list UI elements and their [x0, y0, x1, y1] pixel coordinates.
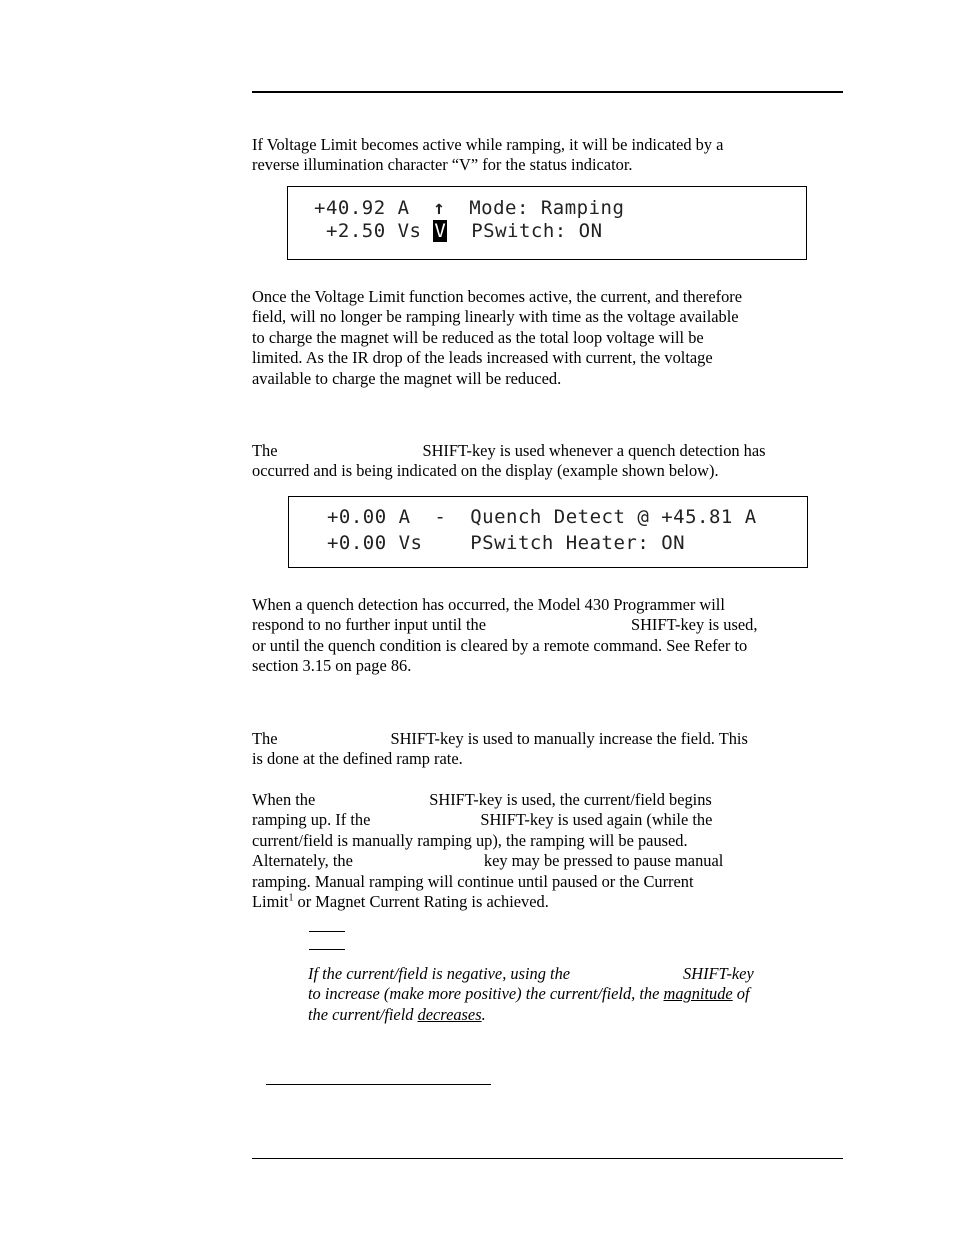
paragraph-manual-ramp-up	[252, 729, 847, 770]
text-line: is done at the defined ramp rate.	[252, 749, 463, 769]
note-marker-rule	[309, 949, 345, 950]
text-line: limited. As the IR drop of the leads increased with current, the voltage	[252, 348, 713, 368]
text-line: Alternately, the key may be pressed to pause manual	[252, 851, 724, 871]
text-line: The SHIFT-key is used to manually increase the field. This	[252, 729, 748, 748]
display-line-2: +2.50 Vs V PSwitch: ON	[314, 220, 603, 242]
text-line: The SHIFT-key is used whenever a quench detection has	[252, 441, 766, 460]
footer-rule	[252, 1158, 843, 1159]
note-marker-rule	[309, 931, 345, 932]
display-quench-example	[288, 496, 808, 568]
text-line: Once the Voltage Limit function becomes active, the current, and therefore	[252, 287, 743, 306]
text-line: the current/field decreases.	[308, 1004, 486, 1024]
text-line: When the SHIFT-key is used, the current/field begins	[252, 790, 712, 809]
footnote-marker: 1	[288, 892, 294, 904]
paragraph-quench-occurred	[252, 595, 847, 677]
text-line: ramping. Manual ramping will continue until paused or the Current	[252, 871, 694, 891]
header-rule	[252, 91, 843, 93]
text-line: If Voltage Limit becomes active while ramping, it will be indicated by a	[252, 135, 724, 154]
text-line: to increase (make more positive) the current/field, the magnitude of	[308, 984, 750, 1004]
paragraph-manual-ramp-behavior	[252, 790, 847, 912]
display-line-1: +0.00 A - Quench Detect @ +45.81 A	[315, 506, 757, 528]
text-line: respond to no further input until the SHIFT-key is used,	[252, 615, 758, 635]
text-line: field, will no longer be ramping linearly with time as the voltage available	[252, 307, 739, 327]
text-line: When a quench detection has occurred, the Model 430 Programmer will	[252, 595, 725, 614]
paragraph-voltage-limit-effect	[252, 287, 847, 389]
display-ramping-example	[287, 186, 807, 260]
text-line: available to charge the magnet will be reduced.	[252, 368, 562, 388]
text-line: current/field is manually ramping up), the ramping will be paused.	[252, 830, 688, 850]
voltage-limit-status-indicator: V	[434, 220, 447, 242]
paragraph-quench-reset-key	[252, 441, 847, 482]
text-line: to charge the magnet will be reduced as the total loop voltage will be	[252, 327, 704, 347]
footnote-separator	[266, 1084, 491, 1085]
display-line-2: +0.00 Vs PSwitch Heater: ON	[315, 532, 686, 554]
display-line-1: +40.92 A ↑ Mode: Ramping	[314, 197, 625, 219]
paragraph-voltage-limit-indicator	[252, 135, 847, 176]
text-line: reverse illumination character “V” for the status indicator.	[252, 155, 633, 175]
note-negative-field	[308, 964, 848, 1025]
text-line: ramping up. If the SHIFT-key is used again (while the	[252, 810, 713, 830]
text-line: section 3.15 on page 86.	[252, 656, 412, 676]
ramp-up-arrow-icon: ↑	[433, 197, 446, 219]
text-line: or until the quench condition is cleared by a remote command. See Refer to	[252, 635, 748, 655]
text-line: Limit$^1$ or Magnet Current Rating is achieved.	[252, 892, 549, 912]
text-line: occurred and is being indicated on the display (example shown below).	[252, 461, 719, 481]
text-line: If the current/field is negative, using the SHIFT-key	[308, 964, 754, 983]
